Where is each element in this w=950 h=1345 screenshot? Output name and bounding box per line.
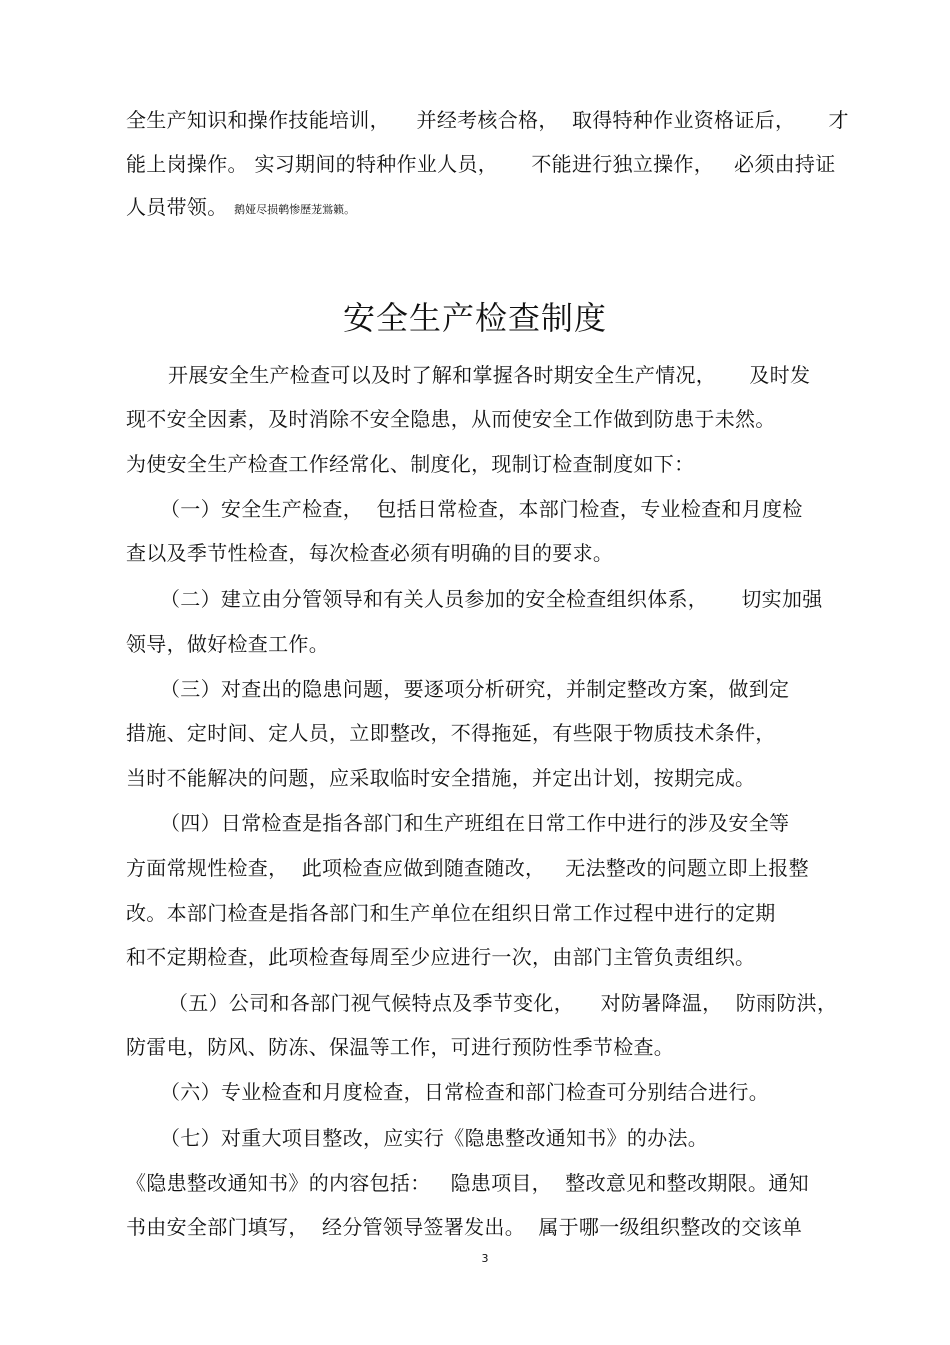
body-text-line: 为使安全生产检查工作经常化、制度化，现制订检查制度如下： [126, 452, 695, 476]
body-text-line: 书由安全部门填写， 经分管领导签署发出。 属于哪一级组织整改的交该单 [126, 1215, 803, 1239]
body-text-line: （七）对重大项目整改，应实行《隐患整改通知书》的办法。 [160, 1126, 709, 1150]
body-text-line: 和不定期检查，此项检查每周至少应进行一次，由部门主管负责组织。 [126, 945, 756, 969]
body-text-line: （五）公司和各部门视气候特点及季节变化， 对防暑降温， 防雨防洪， [168, 991, 838, 1015]
body-text-line: 改。本部门检查是指各部门和生产单位在组织日常工作过程中进行的定期 [126, 901, 776, 925]
body-text-line: 防雷电，防风、防冻、保温等工作，可进行预防性季节检查。 [126, 1035, 675, 1059]
body-text-line: 全生产知识和操作技能培训， 并经考核合格， 取得特种作业资格证后， 才 [126, 108, 849, 132]
body-text-line: 开展安全生产检查可以及时了解和掌握各时期安全生产情况， 及时发 [168, 363, 811, 387]
body-text-line: 查以及季节性检查，每次检查必须有明确的目的要求。 [126, 541, 614, 565]
body-text-line: 方面常规性检查， 此项检查应做到随查随改， 无法整改的问题立即上报整 [126, 856, 809, 880]
body-text-line: （六）专业检查和月度检查，日常检查和部门检查可分别结合进行。 [160, 1080, 769, 1104]
body-text-line: 当时不能解决的问题，应采取临时安全措施，并定出计划，按期完成。 [126, 766, 756, 790]
body-text-line: （四）日常检查是指各部门和生产班组在日常工作中进行的涉及安全等 [160, 811, 790, 835]
body-text-line: （二）建立由分管领导和有关人员参加的安全检查组织体系， 切实加强 [160, 587, 823, 611]
body-text-line: （三）对查出的隐患问题，要逐项分析研究，并制定整改方案，做到定 [160, 677, 790, 701]
body-text-line: 能上岗操作。 实习期间的特种作业人员， 不能进行独立操作， 必须由持证 [126, 152, 836, 176]
body-text-line: （一）安全生产检查， 包括日常检查，本部门检查，专业检查和月度检 [160, 497, 803, 521]
body-text-line: 《隐患整改通知书》的内容包括： 隐患项目， 整改意见和整改期限。通知 [126, 1171, 809, 1195]
body-text-line: 措施、定时间、定人员，立即整改，不得拖延，有些限于物质技术条件， [126, 721, 776, 745]
section-title: 安全生产检查制度 [342, 299, 607, 337]
page-number: 3 [481, 1252, 489, 1265]
garbled-note: 鹅娅尽损鹌惨歷茏鴬籁。 [234, 203, 356, 216]
body-text-line: 领导，做好检查工作。 [126, 632, 329, 656]
body-text-line [126, 195, 355, 222]
body-text-span: 人员带领。 [126, 195, 228, 219]
body-text-line: 现不安全因素，及时消除不安全隐患，从而使安全工作做到防患于未然。 [126, 407, 776, 431]
